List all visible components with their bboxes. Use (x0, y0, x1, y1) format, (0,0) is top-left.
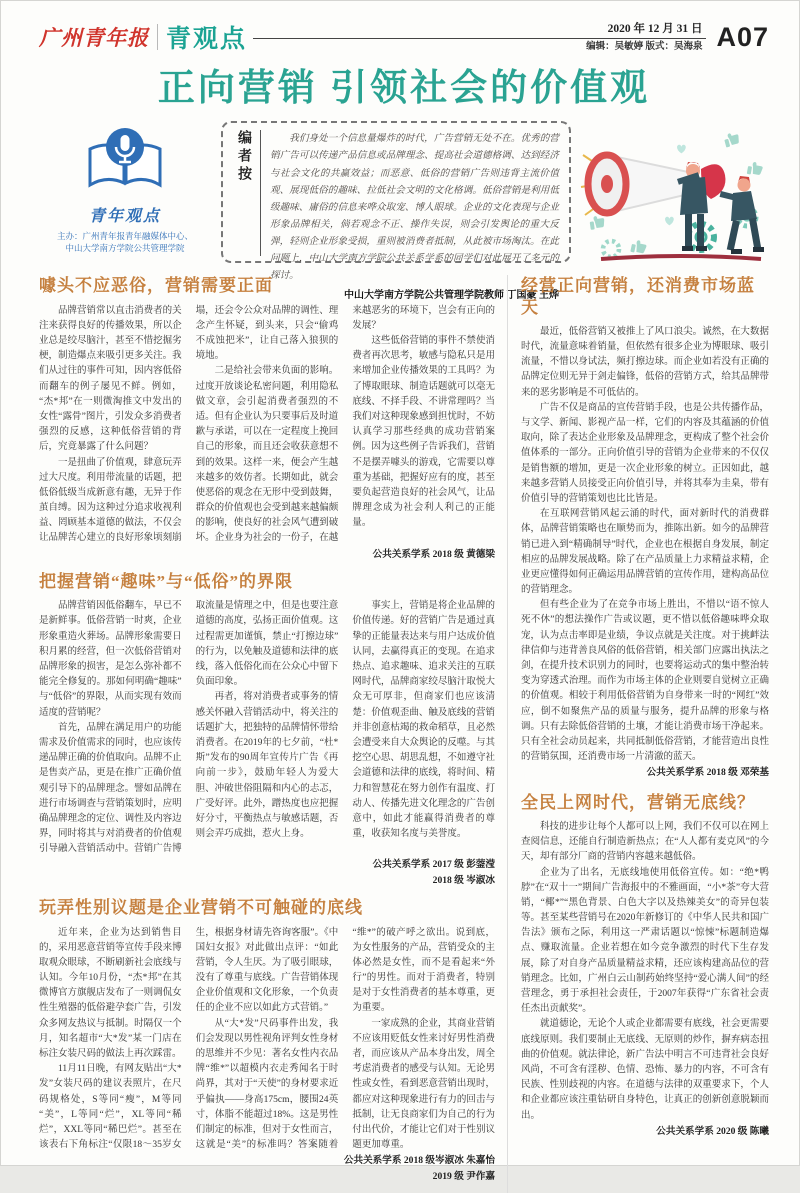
logo-banner-text: 青年观点 (88, 208, 161, 226)
paragraph: 事实上，营销是将企业品牌的价值传递。好的营销广告是通过真挚的正能量表达来与用户达成价值认同，去赢得真正的变现。在追求热点、追求趣味、追求关注的互联网时代，品牌商家绞尽脑汁取悦大众无可厚非，但商家们也应该清楚：价值观歪曲、触及底线的营销并非创意枯竭的救命稻草，且必然会遭受来自大众舆论的反噬。与其挖空心思、胡思乱想，不如遵守社会道德和法律的底线，将时间、精力和智慧花在努力创作有温度、打动人、传播先进文化理念的广告创意中，如此才能赢得消费者的尊重，收获知名度与美誉度。 (352, 601, 495, 840)
paragraph: 再者，将对消费者或事务的情感关怀融入营销活动中，将关注的话题扩大，把独特的品牌情怀带给消费者。在2019年的七夕前，“杜*斯”发布的90周年宣传片广告《再向前一步》，鼓励年轻人为爱大胆、冲破世俗阻隔和内心的忐忑，广受好评。此外，蹭热度也应把握好分寸，平衡热点与敏感话题，否则会弄巧成拙，惹火上身。 (195, 692, 339, 840)
article-title: 玩弄性别议题是企业营销不可触碰的底线 (39, 898, 363, 918)
paragraph: 2019 级 尹作嘉 (432, 1170, 495, 1182)
paragraph: 二是给社会带来负面的影响。过度开放谈论私密问题，利用隐私做文章，会引起消费者强烈的不适。但有企业认为只要事后及时道歉与承诺，可以在一定程度上挽回自己的形象，而且还会收获意想不到的效果。这样一来，便会产生越来越多的效仿者。长期如此，就会使恶俗的观念在无形中受到鼓舞，群众的价值观也会受到越来越偏颇的影响，使良好的社会风气遭到破坏。企业身为社会的一份子，在越来越恶劣的环境下，岂会有正向的发展？ (195, 305, 495, 544)
ground-line (601, 256, 761, 259)
article-title: 全民上网时代，营销无底线？ (521, 792, 755, 812)
paragraph: 从“大*发”尺码事件出发，我们会发现以男性视角评判女性身材的思维并不少见：著名女性内衣品牌“维*”以超模内衣走秀闻名于时尚界，其对于“天使”的身材要求近乎偏执——身高175cm，腰围24英寸，体脂不能超过18%。这是男性们制定的标准，但对于女性而言，这就是“美”的标准吗？答案随着“维*”的破产呼之欲出。说到底，为女性服务的产品，营销受众的主体必然是女性，而不是看起来“外行”的男性。而对于消费者，特别是对于女性消费者的基本尊重，更为重要。 (195, 927, 495, 1151)
header-divider (157, 24, 158, 50)
article-body (521, 325, 769, 765)
article-body (39, 304, 495, 547)
issue-date: 2020 年 12 月 31 日 (607, 22, 703, 35)
person-pushing (720, 176, 764, 254)
article-boundary (39, 571, 495, 888)
editor-note-label: 编者按 (233, 130, 261, 256)
section-title: 青观点 (166, 25, 248, 53)
article-gender (39, 897, 495, 1184)
editor-note-box (221, 121, 571, 301)
article-signature (39, 548, 495, 562)
masthead-logo: 广州青年报 (39, 26, 149, 50)
paragraph: 这些低俗营销的事件不禁使消费者再次思考，敏感与隐私只是用来增加企业传播效果的工具吗？为了博取眼球、制造话题就可以毫无底线、不择手段、不讲常理吗？当我们对这种现象感到担忧时，不妨认真学习那些经典的成功营销案例。因为这些例子告诉我们，营销不是摆弄噱头的游戏，它需要以尊重为基础，把握好应有的度，甚至要负起营造良好的社会风气，让品牌理念成为社会利人利己的正能量。 (352, 336, 495, 529)
editor-note-text (270, 130, 559, 284)
host-line-1: 主办：广州青年报青年融媒体中心、 (56, 231, 193, 242)
article-title: 经营正向营销，还消费市场蓝天 (521, 276, 755, 317)
paragraph: 近年来，企业为达到销售目的，采用恶意营销等宣传手段来博取观众眼球，不断刷新社会底线与认知。今年10月份，“杰*邦”在其微博官方旗舰店发布了一则调侃女性生殖器的低俗避孕套广告，引发众多网友热议与抵制。时隔仅一个月，知名超市“大*发”某一门店在标注女装尺码的做法上再次踩雷。 (39, 927, 182, 1059)
article-title: 把握营销“趣味”与“低俗”的界限 (39, 572, 293, 592)
article-bluesky (521, 275, 769, 780)
paragraph: 11月11日晚，有网友贴出“大*发”女装尺码的建议表照片，在尺码规格处，S等同“瘦”，M等同“美”，L等同“烂”，XL等同“稀烂”，XXL等同“稀巴烂”。甚至在该表右下角标注“仅限18～35岁女生，根据身材请先咨询客服”。《中国妇女报》对此做出点评：“如此营销，令人生厌。为了吸引眼球，没有了尊重与底线。广告营销体现企业价值观和文化形象，一个负责任的企业不应以如此方式营销。” (39, 927, 339, 1151)
article-signature (39, 858, 495, 888)
right-column (507, 275, 769, 1193)
paragraph: 广告不仅是商品的宣传营销手段，也是公共传播作品，与文学、新闻、影视产品一样，它们的内容及其蕴涵的价值取向，除了表达企业形象及品牌理念，更构成了整个社会价值体系的一部分。正向价值引导的营销为企业带来的不仅仅是销售额的增加，更是一次企业形象的树立。正因如此，越来越多营销人员接受正向价值引导，并将其奉为圭臬，带有价值引导的营销策划也比比皆是。 (521, 402, 769, 504)
article-body (39, 926, 495, 1154)
paragraph: 公共关系学系 2018 级 黄德梁 (372, 548, 495, 560)
paragraph: 首先，品牌在满足用户的功能需求及价值需求的同时，也应该传递品牌正确的价值取向。品牌不止是售卖产品，更是在推广正确价值观引导下的品牌理念。譬如品牌在进行市场调查与营销策划时，应明确品牌理念的定位、调性及内容边界，同时将其与对消费者的价值观引导融入营销活动中。营销广告博取流量是情理之中，但是也要注意道德的高度，弘扬正面价值观。这过程需更加谨慎，禁止“打擦边球”的行为，以免触及道德和法律的底线，落入低俗化而在公众心中留下负面印象。 (39, 601, 339, 855)
page-header (39, 15, 769, 59)
paragraph: 公共关系学系 2018 级岑淑冰 朱嘉怡 (343, 1155, 495, 1167)
megaphone-illustration (581, 121, 769, 263)
header-rule-block (253, 22, 706, 53)
article-grid (39, 275, 769, 1193)
article-gimmicks (39, 275, 495, 562)
paragraph: 一是扭曲了价值观，肆意玩弄过大尺度。利用带流量的话题，把低俗低级当成新意有趣，无异于作茧自缚。因为这种过分追求收视利益、罔顾基本道德的做法，不仅会让品牌苦心建立的良好形象顷刻崩塌，还会令公众对品牌的调性、理念产生怀疑，到头来，只会“偷鸡不成蚀把米”，让自己落入狼狈的境地。 (39, 305, 339, 544)
paragraph: 品牌营销因低俗翻车，早已不是新鲜事。低俗营销一时爽，企业形象重造火葬场。品牌形象需要日积月累的经营，但一次低俗营销对品牌形象的损害，是怎么弥补都不能完全修复的。那如何明确“趣味”与“低俗”的界限，从而实现有效而适度的营销呢？ (39, 601, 182, 718)
youth-viewpoint-logo (39, 121, 211, 263)
paragraph: 就道德论，无论个人或企业都需要有底线，社会更需要底线原则。我们要制止无底线、无原则的炒作，摒弃病态扭曲的价值观。就法律论，新广告法中明言不可违背社会良好风尚，不可含有淫秽、色情、恐怖、暴力的内容，不可含有民族、性别歧视的内容。在道德与法律的双重要求下，个人和企业都应该注重钻研自身特色，让真正的创新创意脱颖而出。 (521, 1019, 769, 1121)
paragraph: 最近，低俗营销又被推上了风口浪尖。诚然，在大数据时代，流量意味着销量，但依然有很多企业为博眼球、吸引流量，不惜以身试法，频打擦边球。而企业如若没有正确的品牌定位则无异于剑走偏锋，低俗的营销方式，给其品牌带来的恶劣影响是不可低估的。 (521, 326, 769, 398)
left-column (39, 275, 507, 1193)
article-signature (521, 766, 769, 780)
megaphone-icon (588, 155, 693, 213)
paragraph: 企业为了出名，无底线地使用低俗宣传。如：“绝*鸭脖”在“双十一”期间广告海报中的不雅画面，“小*茶”夸大营销，“椰*”“黑色背景、白色大字以及热辣美女”的奇异包装等。甚至某些营销号在2020年新修订的《中华人民共和国广告法》颁布之际，利用这一严肃话题以“惊悚”标题制造爆点、赚取流量。企业若想在如今竞争激烈的时代下生存发展，除了对自身产品质量精益求精，还应该构建高品位的营销理念。比如，广州白云山制药始终坚持“爱心满人间”的经营理念，勇于承担社会责任，于2007年获得“广东省社会责任杰出贡献奖”。 (521, 867, 769, 1015)
article-body (521, 820, 769, 1124)
paragraph: 但有些企业为了在竞争市场上胜出，不惜以“语不惊人死不休”的想法操作广告或议题，更不惜以低俗趣味哗众取宠，认为点击率即是业绩，争议点就是关注度。对于挑衅法律信仰与违背善良风俗的低俗营销，相关部门应露出执法之剑，在提升技术识别力的同时，也要将运动式的集中整治转变为穿透式治理。而作为市场主体的企业则要自觉树立正确的价值观。相较于利用低俗营销为自身带来一时的“网红”效应，倒不如聚焦产品的质量与服务，提升品牌的形象与格调。只有去除低俗营销的土壤，才能让消费市场干净起来。只有全社会动员起来，共同抵制低俗营销，才能营造出良性的营销氛围，还消费市场一片清澈的蓝天。 (521, 600, 769, 763)
paragraph: 品牌营销常以直击消费者的关注来获得良好的传播效果，所以企业总是绞尽脑汁，甚至不惜挖掘劣梗，制造爆点来吸引更多关注。我们从过往的事件可知，因内容低俗而翻车的例子屡见不鲜。例如，“杰*邦”在一则微淘推文中发出的女性“露骨”图片，引发众多消费者强烈的反感，这种低俗营销的背后，究竟暴露了什么问题？ (39, 305, 182, 453)
paragraph: 在互联网营销风起云涌的时代，面对新时代的消费群体，品牌营销策略也在顺势而为，推陈出新。如今的品牌营销已进入到“精确制导”时代，企业也在根据自身发展，制定相应的品牌发展战略。除了在产品质量上力求精益求精，企业更应懂得如何正确运用品牌营销的宣传作用，建构高品位的营销理念。 (521, 509, 769, 596)
book-microphone-icon (82, 123, 168, 197)
paragraph: 2018 级 岑淑冰 (432, 874, 495, 886)
paragraph: 公共关系学系 2020 级 陈曦 (656, 1125, 769, 1137)
paragraph: 一家成熟的企业，其商业营销不应该用贬低女性来讨好男性消费者，而应该从产品本身出发，周全考虑消费者的感受与认知。无论男性或女性，看到恶意营销出现时，都应对这种现象进行有力的回击与抵制，让无良商家们为自己的行为付出代价，才能让它们对于性别议题更加尊重。 (352, 1018, 495, 1151)
paragraph: 公共关系学系 2017 级 彭蓥滢 (372, 859, 495, 871)
header-rule (253, 38, 706, 39)
host-line-2: 中山大学南方学院公共管理学院 (65, 243, 185, 254)
paragraph: 科技的进步让每个人都可以上网，我们不仅可以在网上查阅信息，还能自行制造新热点；在“人人都有麦克风”的今天，却有部分厂商的营销内容越来越低俗。 (521, 821, 769, 863)
paragraph: 我们身处一个信息量爆炸的时代，广告营销无处不在。优秀的营销广告可以传递产品信息或品牌理念、提高社会道德格调、达到经济与社会文化的共赢效益；而恶意、低俗的营销广告则违背主流价值观、展现低俗的趣味、拉低社会文明的文化格调。低俗营销是利用低级趣味、庸俗的信息来哗众取宠、博人眼球。企业的文化表现与企业形象品牌相关，倘若观念不正、操作失误，则会引发舆论的重大反弹，轻则企业形象受损，重则被消费者抵制，从此被市场淘汰。在此问题上，中山大学南方学院公共关系学系的同学们对此展开了多元的探讨。 (270, 133, 559, 281)
megaphone-people-graphic (581, 121, 769, 263)
editor-note-body (270, 130, 559, 301)
article-signature (39, 1154, 495, 1184)
article-internet-era (521, 792, 769, 1139)
page-number: A07 (716, 21, 769, 52)
editor-note-byline: 中山大学南方学院公共管理学院教师 丁国豪 王烨 (344, 289, 559, 301)
main-headline: 正向营销 引领社会的价值观 (157, 68, 651, 109)
editors-line: 编辑：吴敏婷 版式：吴海泉 (586, 41, 703, 52)
article-signature (521, 1125, 769, 1139)
article-body (39, 599, 495, 857)
article-title: 噱头不应恶俗，营销需要正面 (39, 276, 273, 296)
paragraph: 公共关系学系 2018 级 邓荣基 (646, 767, 769, 779)
